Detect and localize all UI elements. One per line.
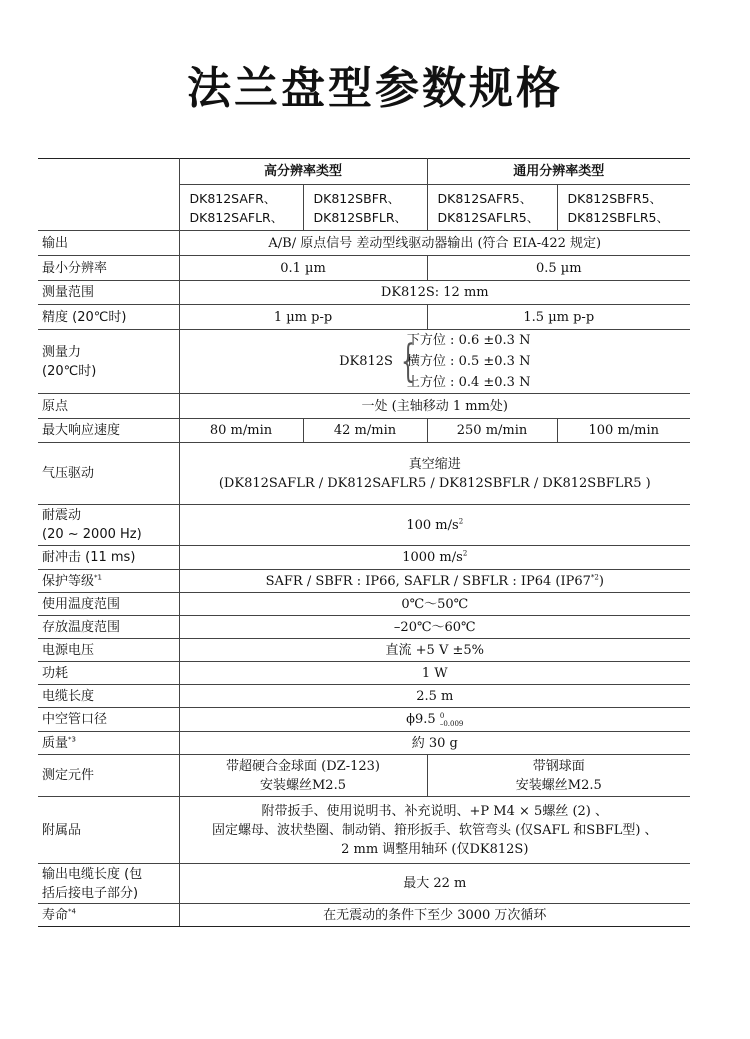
label-air: 气压驱动 — [38, 443, 179, 505]
value-resolution-general: 0.5 µm — [427, 256, 690, 281]
model-cell-3: DK812SAFR5、 DK812SAFLR5、 — [427, 185, 557, 231]
label-st-temp: 存放温度范围 — [38, 616, 179, 639]
label-shock: 耐冲击 (11 ms) — [38, 546, 179, 570]
value-element-general: 带钢球面 安装螺丝M2.5 — [427, 755, 690, 797]
value-protection: SAFR / SBFR : IP66, SAFLR / SBFLR : IP64 (IP67$^{*2}$) — [179, 570, 690, 593]
row-mass — [38, 732, 690, 755]
value-origin: 一处 (主轴移动 1 mm处) — [179, 394, 690, 419]
row-life — [38, 904, 690, 927]
row-resolution — [38, 256, 690, 281]
value-mass: 約 30 g — [179, 732, 690, 755]
row-vibration — [38, 505, 690, 546]
label-vibration: 耐震动 (20 ~ 2000 Hz) — [38, 505, 179, 546]
row-bore — [38, 708, 690, 732]
value-op-temp: 0℃～50℃ — [179, 593, 690, 616]
row-out-cable — [38, 864, 690, 904]
value-out-cable: 最大 22 m — [179, 864, 690, 904]
label-accuracy: 精度 (20℃时) — [38, 305, 179, 330]
value-shock: 1000 $m/s^2$ — [179, 546, 690, 570]
label-mass: 质量$^{*3}$ — [38, 732, 179, 755]
row-st-temp — [38, 616, 690, 639]
label-element: 测定元件 — [38, 755, 179, 797]
row-element — [38, 755, 690, 797]
label-consumption: 功耗 — [38, 662, 179, 685]
row-speed — [38, 419, 690, 443]
label-op-temp: 使用温度范围 — [38, 593, 179, 616]
value-cable: 2.5 m — [179, 685, 690, 708]
row-op-temp — [38, 593, 690, 616]
value-resolution-high: 0.1 µm — [179, 256, 427, 281]
label-speed: 最大响应速度 — [38, 419, 179, 443]
force-model: DK812S — [339, 354, 393, 369]
row-accuracy — [38, 305, 690, 330]
label-life: 寿命$^{*4}$ — [38, 904, 179, 927]
row-origin — [38, 394, 690, 419]
group-general-resolution: 通用分辨率类型 — [427, 159, 690, 185]
row-power — [38, 639, 690, 662]
spec-table — [38, 158, 690, 927]
label-origin: 原点 — [38, 394, 179, 419]
model-cell-2: DK812SBFR、 DK812SBFLR、 — [303, 185, 427, 231]
row-output — [38, 231, 690, 256]
row-force — [38, 330, 690, 394]
value-air: 真空缩进 (DK812SAFLR / DK812SAFLR5 / DK812SBFLR / DK812SBFLR5 ) — [179, 443, 690, 505]
value-accuracy-high: 1 µm p-p — [179, 305, 427, 330]
force-up: 上方位 : 0.4 ±0.3 N — [406, 375, 531, 390]
label-accessories: 附属品 — [38, 797, 179, 864]
value-speed-2: 42 m/min — [303, 419, 427, 443]
row-range — [38, 281, 690, 305]
group-high-resolution: 高分辨率类型 — [179, 159, 427, 185]
label-power: 电源电压 — [38, 639, 179, 662]
value-element-high: 带超硬合金球面 (DZ-123) 安装螺丝M2.5 — [179, 755, 427, 797]
force-side: 横方位 : 0.5 ±0.3 N — [406, 354, 531, 369]
value-consumption: 1 W — [179, 662, 690, 685]
row-protection — [38, 570, 690, 593]
value-output: A/B/ 原点信号 差动型线驱动器输出 (符合 EIA-422 规定) — [179, 231, 690, 256]
label-out-cable: 输出电缆长度 (包 括后接电子部分) — [38, 864, 179, 904]
value-force — [179, 330, 690, 394]
label-range: 测量范围 — [38, 281, 179, 305]
label-force: 测量力 (20℃时) — [38, 330, 179, 394]
value-speed-1: 80 m/min — [179, 419, 303, 443]
label-cable: 电缆长度 — [38, 685, 179, 708]
label-bore: 中空管口径 — [38, 708, 179, 732]
value-accessories: 附带扳手、使用说明书、补充说明、+P M4 × 5螺丝 (2) 、 固定螺母、波状垫圈、制动销、箝形扳手、软管弯头 (仅SAFL 和SBFL型) 、 2 mm 调整用轴环 (仅DK812S) — [179, 797, 690, 864]
value-accuracy-general: 1.5 µm p-p — [427, 305, 690, 330]
brace-icon: { — [400, 335, 415, 387]
value-vibration: 100 $m/s^2$ — [179, 505, 690, 546]
value-power: 直流 +5 V ±5% — [179, 639, 690, 662]
page-title: 法兰盘型参数规格 — [187, 63, 563, 114]
model-cell-1: DK812SAFR、 DK812SAFLR、 — [179, 185, 303, 231]
value-st-temp: –20℃～60℃ — [179, 616, 690, 639]
value-speed-4: 100 m/min — [557, 419, 690, 443]
model-cell-4: DK812SBFR5、 DK812SBFLR5、 — [557, 185, 690, 231]
force-down: 下方位 : 0.6 ±0.3 N — [406, 333, 531, 348]
label-protection: 保护等级$^{*1}$ — [38, 570, 179, 593]
row-air — [38, 443, 690, 505]
row-consumption — [38, 662, 690, 685]
header-blank — [38, 159, 179, 231]
row-shock — [38, 546, 690, 570]
value-life: 在无震动的条件下至少 3000 万次循环 — [179, 904, 690, 927]
header-group-row — [38, 159, 690, 185]
value-speed-3: 250 m/min — [427, 419, 557, 443]
label-output: 输出 — [38, 231, 179, 256]
value-bore: ϕ9.5 0 –0.009 — [179, 708, 690, 732]
value-range: DK812S: 12 mm — [179, 281, 690, 305]
label-resolution: 最小分辨率 — [38, 256, 179, 281]
row-cable — [38, 685, 690, 708]
row-accessories — [38, 797, 690, 864]
